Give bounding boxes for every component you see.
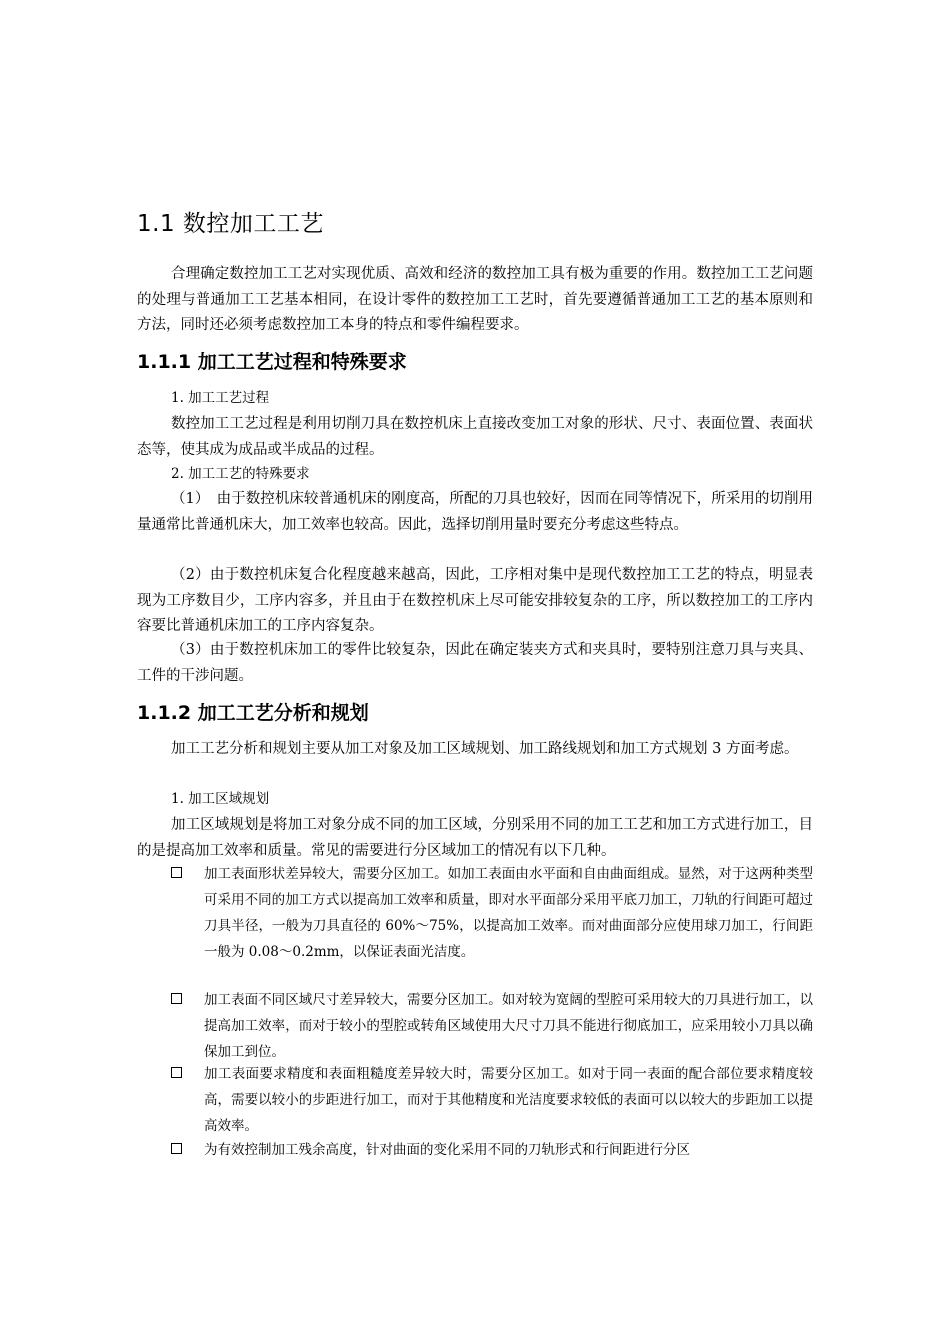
numbered-item-label: 2. 加工工艺的特殊要求 <box>171 466 310 482</box>
subsection-title-1-1-1: 1.1.1 加工工艺过程和特殊要求 <box>137 351 407 373</box>
list-item-text: 加工表面要求精度和表面粗糙度差异较大时，需要分区加工。如对于同一表面的配合部位要求精度较高，需要以较小的步距进行加工，而对于其他精度和光洁度要求较低的表面可以以较大的步距加工以提高效率。 <box>204 1066 813 1134</box>
requirement-paragraph-3: （3）由于数控机床加工的零件比较复杂，因此在确定装夹方式和夹具时，要特别注意刀具与夹具、工件的干涉问题。 <box>137 642 813 684</box>
checkbox-bullet-icon <box>171 1067 182 1078</box>
section-title: 1.1 数控加工工艺 <box>137 211 324 237</box>
numbered-item-label: 1. 加工工艺过程 <box>171 390 270 406</box>
list-item <box>171 1137 813 1163</box>
requirement-paragraph-2: （2）由于数控机床复合化程度越来越高，因此，工序相对集中是现代数控加工工艺的特点，明显表现为工序数目少，工序内容多，并且由于在数控机床上尽可能安排较复杂的工序，所以数控加工的工序内容要比普通机床加工的工序内容复杂。 <box>137 567 813 634</box>
checkbox-bullet-icon <box>171 1143 182 1154</box>
list-item-text: 加工表面不同区域尺寸差异较大，需要分区加工。如对较为宽阔的型腔可采用较大的刀具进行加工，以提高加工效率，而对于较小的型腔或转角区域使用大尺寸刀具不能进行彻底加工，应采用较小刀具以确保加工到位。 <box>204 992 813 1060</box>
list-item <box>171 987 813 1065</box>
list-item <box>171 861 813 965</box>
numbered-item-label: 1. 加工区域规划 <box>171 791 270 807</box>
checkbox-bullet-icon <box>171 867 182 878</box>
list-item-text: 加工表面形状差异较大，需要分区加工。如加工表面由水平面和自由曲面组成。显然，对于这两种类型可采用不同的加工方式以提高加工效率和质量，即对水平面部分采用平底刀加工，刀轨的行间距可超过刀具半径，一般为刀具直径的 60%～75%，以提高加工效率。而对曲面部分应使用球刀加工，行间距一般为 0.08～0.2mm，以保证表面光洁度。 <box>204 866 813 960</box>
list-item-text: 为有效控制加工残余高度，针对曲面的变化采用不同的刀轨形式和行间距进行分区 <box>204 1142 690 1158</box>
process-paragraph: 数控加工工艺过程是利用切削刀具在数控机床上直接改变加工对象的形状、尺寸、表面位置、表面状态等，使其成为成品或半成品的过程。 <box>137 416 813 458</box>
analysis-intro-paragraph: 加工工艺分析和规划主要从加工对象及加工区域规划、加工路线规划和加工方式规划 3 方面考虑。 <box>171 741 799 757</box>
section-intro-paragraph: 合理确定数控加工工艺对实现优质、高效和经济的数控加工具有极为重要的作用。数控加工工艺问题的处理与普通加工工艺基本相同，在设计零件的数控加工工艺时，首先要遵循普通加工工艺的基本原则和方法，同时还必须考虑数控加工本身的特点和零件编程要求。 <box>137 266 813 333</box>
checkbox-bullet-icon <box>171 993 182 1004</box>
list-item <box>171 1061 813 1139</box>
subsection-title-1-1-2: 1.1.2 加工工艺分析和规划 <box>137 702 369 724</box>
region-planning-paragraph: 加工区域规划是将加工对象分成不同的加工区域，分别采用不同的加工工艺和加工方式进行加工，目的是提高加工效率和质量。常见的需要进行分区域加工的情况有以下几种。 <box>137 817 813 859</box>
requirement-paragraph-1: （1） 由于数控机床较普通机床的刚度高，所配的刀具也较好，因而在同等情况下，所采用的切削用量通常比普通机床大，加工效率也较高。因此，选择切削用量时要充分考虑这些特点。 <box>137 491 813 533</box>
